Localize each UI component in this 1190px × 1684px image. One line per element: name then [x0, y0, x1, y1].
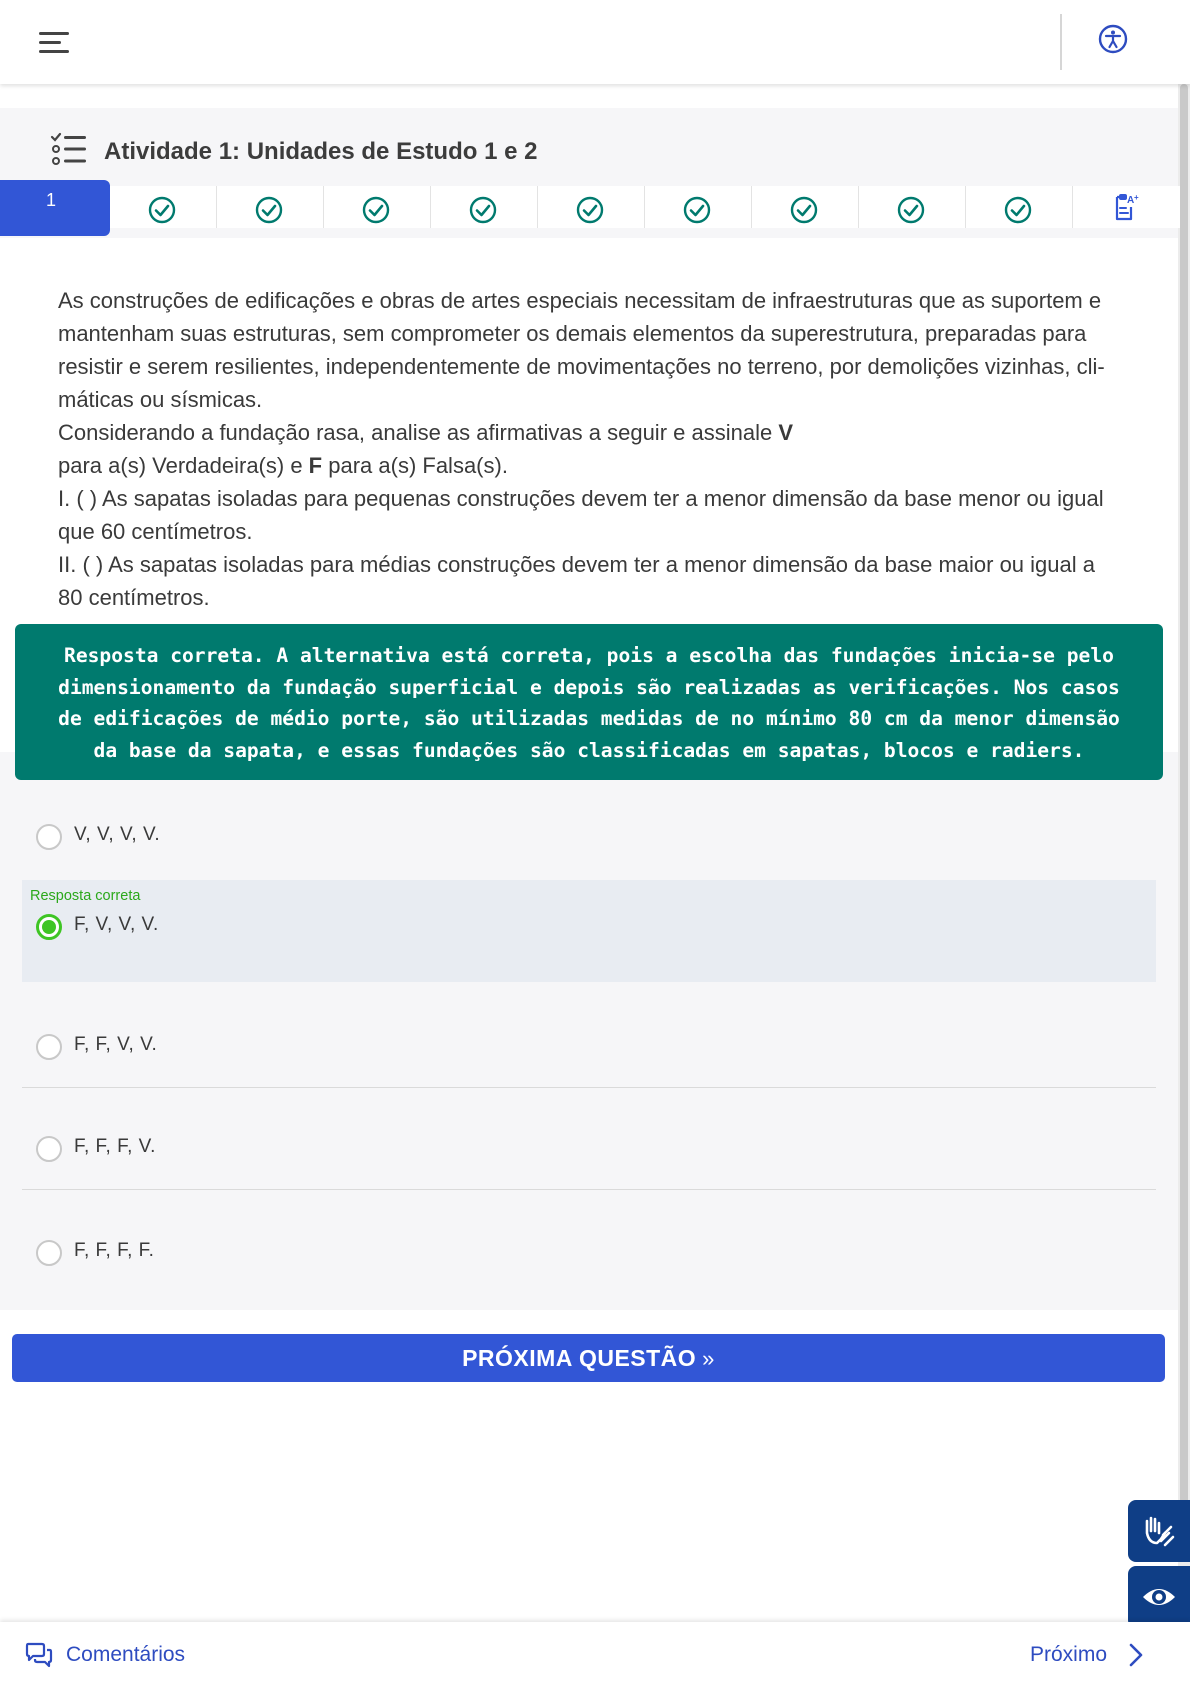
question-tab-answered[interactable] [966, 186, 1073, 228]
question-instruction: Considerando a fundação rasa, analise as afirmativas a seguir e assinale V para a(s) Verdadeira(s) e F para a(s) Falsa(s). [58, 420, 793, 478]
question-tab-answered[interactable] [752, 186, 859, 228]
chevron-right-icon [1126, 1642, 1146, 1668]
next-link[interactable] [1030, 1640, 1170, 1670]
accessibility-icon[interactable] [1098, 24, 1128, 54]
question-tab-answered[interactable] [431, 186, 538, 228]
next-question-label: PRÓXIMA QUESTÃO [462, 1345, 697, 1371]
question-tab-answered[interactable] [217, 186, 324, 228]
double-chevron-icon: » [702, 1346, 715, 1371]
question-tab-answered[interactable] [859, 186, 966, 228]
answer-option-text: F, F, F, F. [74, 1240, 155, 1261]
answer-option-text: F, F, F, V. [74, 1136, 156, 1157]
radio-button[interactable] [36, 1034, 62, 1060]
answer-option[interactable] [22, 1192, 1156, 1294]
radio-button[interactable] [36, 824, 62, 850]
question-tab-answered[interactable] [324, 186, 431, 228]
answer-option-text: F, V, V, V. [74, 914, 159, 935]
eye-icon [1141, 1579, 1177, 1615]
question-tab-answered[interactable] [110, 186, 217, 228]
scrollbar-thumb[interactable] [1180, 84, 1188, 1504]
bottom-bar [0, 1622, 1190, 1684]
document-grade-icon [1109, 192, 1139, 222]
answer-option[interactable] [22, 1088, 1156, 1190]
hamburger-menu-icon[interactable] [32, 24, 74, 60]
question-tab-results[interactable] [1073, 186, 1180, 228]
comments-label: Comentários [66, 1643, 186, 1666]
top-bar [0, 0, 1190, 84]
check-circle-icon [576, 196, 604, 224]
check-circle-icon [469, 196, 497, 224]
answer-option-correct[interactable] [22, 880, 1156, 982]
question-tab-answered[interactable] [538, 186, 645, 228]
feedback-message: Resposta correta. A alternativa está correta, pois a escolha das fundações inicia-se pelo dimensionamento da fundação superficial e depois são realizadas as verificações. Nos casos de edificações de médio porte, são utilizadas medidas de no mínimo 80 cm da menor dimensão da base da sapata, e essas fundações são classificadas em sapatas, blocos e radiers. [15, 624, 1163, 780]
next-question-button[interactable] [12, 1334, 1165, 1382]
next-link-label: Próximo [1030, 1643, 1108, 1666]
check-circle-icon [362, 196, 390, 224]
svg-text:+: + [1134, 193, 1139, 202]
statement-1: I. ( ) As sapatas isoladas para pequenas construções devem ter a menor dimensão da base menor ou igual que 60 centímetros. [58, 486, 1104, 544]
sign-language-button[interactable] [1128, 1500, 1190, 1562]
answer-option[interactable] [22, 986, 1156, 1088]
check-circle-icon [148, 196, 176, 224]
question-navigation [0, 180, 1178, 236]
answer-option[interactable] [22, 776, 1156, 878]
chat-bubbles-icon [24, 1640, 54, 1670]
svg-text:A: A [1127, 195, 1135, 206]
answer-option-text: V, V, V, V. [74, 824, 161, 845]
question-paragraph: As construções de edificações e obras de artes especiais necessitam de infraestruturas que as suportem e mantenham suas estruturas, sem comprometer os demais elementos da superestrutura, preparadas para resistir e serem resilientes, independentemente de movimentações no terreno, por demolições vizinhas, cli-máticas ou sísmicas. [58, 288, 1105, 412]
sign-language-hands-icon [1141, 1513, 1177, 1549]
activity-title: Atividade 1: Unidades de Estudo 1 e 2 [104, 138, 538, 165]
current-question-number: 1 [46, 190, 57, 210]
radio-button-selected[interactable] [36, 914, 62, 940]
statement-2: II. ( ) As sapatas isoladas para médias construções devem ter a menor dimensão da base maior ou igual a 80 centímetros. [58, 552, 1095, 610]
radio-button[interactable] [36, 1240, 62, 1266]
answer-option-text: F, F, V, V. [74, 1034, 158, 1055]
check-circle-icon [1004, 196, 1032, 224]
check-circle-icon [790, 196, 818, 224]
checklist-icon [50, 132, 88, 166]
radio-button[interactable] [36, 1136, 62, 1162]
check-circle-icon [897, 196, 925, 224]
visual-accessibility-button[interactable] [1128, 1566, 1190, 1628]
check-circle-icon [255, 196, 283, 224]
question-tab-answered[interactable] [645, 186, 752, 228]
check-circle-icon [683, 196, 711, 224]
top-divider [1060, 14, 1062, 70]
question-text [58, 284, 1118, 610]
correct-answer-label: Resposta correta [30, 888, 141, 904]
question-tab-current[interactable] [0, 180, 110, 236]
